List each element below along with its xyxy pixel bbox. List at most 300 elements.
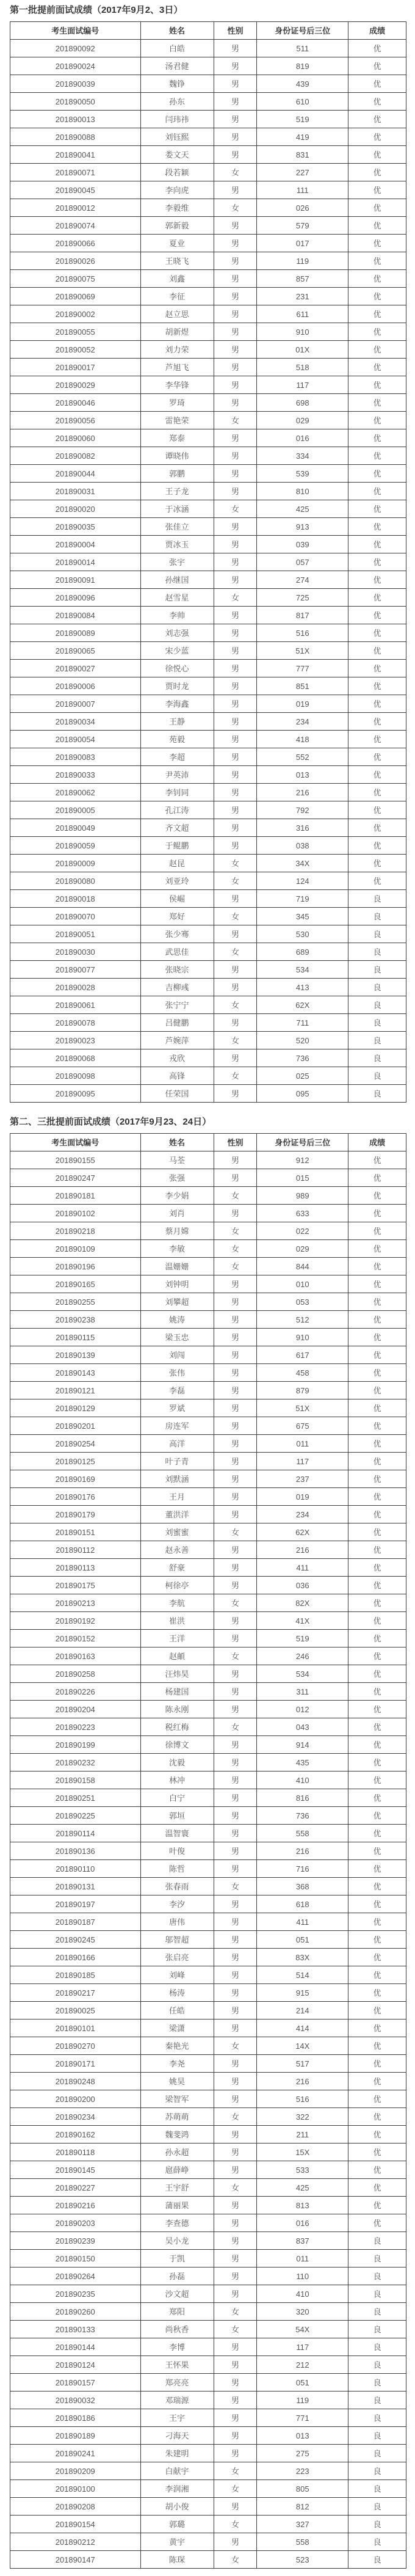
table-row	[10, 2321, 406, 2338]
table-row	[10, 1825, 406, 1842]
table-row	[10, 1966, 406, 1984]
cell: 男	[214, 181, 257, 199]
cell: 男	[214, 819, 257, 837]
table-row	[10, 1049, 406, 1067]
cell: 558	[257, 1825, 348, 1842]
cell: 良	[348, 2374, 406, 2392]
cell: 李毅维	[140, 199, 214, 217]
cell: 男	[214, 1683, 257, 1701]
cell: 孙东	[140, 93, 214, 111]
cell: 优	[348, 1736, 406, 1754]
table-row	[10, 1789, 406, 1807]
cell: 优	[348, 1683, 406, 1701]
cell: 男	[214, 748, 257, 766]
cell: 201890041	[10, 146, 141, 164]
table-row	[10, 1417, 406, 1435]
cell: 810	[257, 483, 348, 500]
cell: 男	[214, 1014, 257, 1032]
cell: 女	[214, 1594, 257, 1612]
cell: 女	[214, 996, 257, 1014]
cell: 优	[348, 359, 406, 376]
cell: 优	[348, 784, 406, 801]
column-header: 性别	[214, 22, 257, 40]
table-row	[10, 1523, 406, 1541]
cell: 优	[348, 465, 406, 483]
cell: 优	[348, 1470, 406, 1488]
cell: 男	[214, 323, 257, 341]
cell: 吉柳彧	[140, 979, 214, 996]
cell: 男	[214, 1049, 257, 1067]
cell: 83X	[257, 1949, 348, 1966]
cell: 201890027	[10, 660, 141, 677]
cell: 张春雨	[140, 1878, 214, 1896]
cell: 税红梅	[140, 1718, 214, 1736]
cell: 201890055	[10, 323, 141, 341]
cell: 男	[214, 1701, 257, 1718]
cell: 231	[257, 288, 348, 305]
cell: 女	[214, 500, 257, 518]
batch1-title: 第一批提前面试成绩（2017年9月2、3日）	[10, 5, 183, 15]
cell: 女	[214, 1523, 257, 1541]
column-header: 姓名	[140, 22, 214, 40]
cell: 高洋	[140, 1435, 214, 1453]
column-header: 姓名	[140, 1134, 214, 1151]
cell: 男	[214, 1949, 257, 1966]
cell: 201890080	[10, 872, 141, 890]
cell: 男	[214, 1293, 257, 1311]
cell: 优	[348, 2037, 406, 2055]
table-row	[10, 890, 406, 908]
cell: 男	[214, 801, 257, 819]
cell: 优	[348, 1896, 406, 1913]
cell: 良	[348, 943, 406, 961]
cell: 539	[257, 465, 348, 483]
cell: 男	[214, 536, 257, 553]
cell: 姚涛	[140, 1311, 214, 1329]
table-row	[10, 2303, 406, 2321]
column-header: 身份证号后三位	[257, 1134, 348, 1151]
table-row	[10, 801, 406, 819]
cell: 张少骞	[140, 925, 214, 943]
cell: 男	[214, 1085, 257, 1103]
cell: 201890061	[10, 996, 141, 1014]
cell: 男	[214, 1151, 257, 1169]
cell: 201890114	[10, 1825, 141, 1842]
cell: 男	[214, 1541, 257, 1559]
cell: 任荣国	[140, 1085, 214, 1103]
table-row	[10, 429, 406, 447]
cell: 优	[348, 1258, 406, 1275]
table-row	[10, 394, 406, 412]
cell: 女	[214, 2462, 257, 2480]
table-row	[10, 2232, 406, 2250]
table-row	[10, 2055, 406, 2073]
cell: 魏斐鸿	[140, 2126, 214, 2144]
table-row	[10, 1647, 406, 1665]
table-row	[10, 571, 406, 589]
cell: 110	[257, 2268, 348, 2285]
cell: 优	[348, 1346, 406, 1364]
cell: 优	[348, 1222, 406, 1240]
cell: 良	[348, 2498, 406, 2516]
table-row	[10, 2445, 406, 2462]
cell: 优	[348, 1913, 406, 1931]
table-row	[10, 2250, 406, 2268]
cell: 201890241	[10, 2445, 141, 2462]
cell: 201890217	[10, 1984, 141, 2002]
cell: 425	[257, 2179, 348, 2197]
cell: 320	[257, 2303, 348, 2321]
table-row	[10, 128, 406, 146]
cell: 刘蜜蜜	[140, 1523, 214, 1541]
cell: 201890004	[10, 536, 141, 553]
cell: 张伟	[140, 1364, 214, 1382]
cell: 优	[348, 2055, 406, 2073]
table-row	[10, 93, 406, 111]
cell: 男	[214, 766, 257, 784]
table-row	[10, 1683, 406, 1701]
cell: 优	[348, 1754, 406, 1771]
cell: 高锋	[140, 1067, 214, 1085]
table-row	[10, 1399, 406, 1417]
cell: 房连军	[140, 1417, 214, 1435]
cell: 徐博文	[140, 1736, 214, 1754]
cell: 刁海天	[140, 2427, 214, 2445]
cell: 优	[348, 801, 406, 819]
cell: 410	[257, 1771, 348, 1789]
cell: 533	[257, 2161, 348, 2179]
cell: 237	[257, 1470, 348, 1488]
cell: 男	[214, 359, 257, 376]
cell: 201890145	[10, 2161, 141, 2179]
cell: 201890062	[10, 784, 141, 801]
cell: 优	[348, 518, 406, 536]
table-row	[10, 2268, 406, 2285]
table-row	[10, 1860, 406, 1878]
cell: 优	[348, 571, 406, 589]
cell: 女	[214, 872, 257, 890]
cell: 郭垣	[140, 1807, 214, 1825]
table-row	[10, 1896, 406, 1913]
cell: 男	[214, 2144, 257, 2161]
cell: 优	[348, 376, 406, 394]
table-header	[10, 1134, 406, 1151]
cell: 201890187	[10, 1913, 141, 1931]
table-row	[10, 1612, 406, 1630]
cell: 201890074	[10, 217, 141, 235]
cell: 优	[348, 748, 406, 766]
cell: 016	[257, 2214, 348, 2232]
cell: 519	[257, 111, 348, 128]
cell: 林冲	[140, 1771, 214, 1789]
cell: 优	[348, 394, 406, 412]
cell: 苏萌萌	[140, 2108, 214, 2126]
cell: 于凯	[140, 2250, 214, 2268]
cell: 郑泰	[140, 429, 214, 447]
cell: 男	[214, 2161, 257, 2179]
cell: 优	[348, 1523, 406, 1541]
cell: 579	[257, 217, 348, 235]
cell: 201890084	[10, 607, 141, 624]
cell: 优	[348, 1630, 406, 1647]
cell: 优	[348, 660, 406, 677]
cell: 男	[214, 1311, 257, 1329]
cell: 201890031	[10, 483, 141, 500]
cell: 246	[257, 1647, 348, 1665]
cell: 男	[214, 2409, 257, 2427]
cell: 郑阳	[140, 2303, 214, 2321]
cell: 男	[214, 1346, 257, 1364]
cell: 优	[348, 1541, 406, 1559]
cell: 201890028	[10, 979, 141, 996]
cell: 777	[257, 660, 348, 677]
table-row	[10, 252, 406, 270]
cell: 201890082	[10, 447, 141, 465]
table-row	[10, 2002, 406, 2020]
cell: 张宁宁	[140, 996, 214, 1014]
cell: 李敏	[140, 1240, 214, 1258]
cell: 女	[214, 164, 257, 181]
cell: 良	[348, 996, 406, 1014]
cell: 优	[348, 1399, 406, 1417]
cell: 201890208	[10, 2498, 141, 2516]
cell: 201890239	[10, 2232, 141, 2250]
cell: 201890254	[10, 1435, 141, 1453]
cell: 201890248	[10, 2073, 141, 2090]
cell: 201890096	[10, 589, 141, 607]
cell: 优	[348, 695, 406, 713]
cell: 201890204	[10, 1701, 141, 1718]
cell: 优	[348, 607, 406, 624]
cell: 816	[257, 1789, 348, 1807]
cell: 514	[257, 1966, 348, 1984]
cell: 男	[214, 465, 257, 483]
cell: 男	[214, 2338, 257, 2356]
cell: 崔洪	[140, 1612, 214, 1630]
cell: 优	[348, 1453, 406, 1470]
cell: 201890139	[10, 1346, 141, 1364]
cell: 216	[257, 1541, 348, 1559]
cell: 优	[348, 1825, 406, 1842]
cell: 117	[257, 376, 348, 394]
cell: 552	[257, 748, 348, 766]
cell: 优	[348, 1577, 406, 1594]
cell: 优	[348, 1293, 406, 1311]
cell: 朱建明	[140, 2445, 214, 2462]
table-row	[10, 2551, 406, 2569]
cell: 201890006	[10, 677, 141, 695]
cell: 201890176	[10, 1488, 141, 1506]
cell: 男	[214, 128, 257, 146]
table-row	[10, 2179, 406, 2197]
cell: 李汐	[140, 1896, 214, 1913]
cell: 男	[214, 1842, 257, 1860]
cell: 秦艳光	[140, 2037, 214, 2055]
cell: 良	[348, 2356, 406, 2374]
cell: 212	[257, 2356, 348, 2374]
cell: 贾时龙	[140, 677, 214, 695]
cell: 男	[214, 2533, 257, 2551]
table-row	[10, 75, 406, 93]
table-row	[10, 979, 406, 996]
cell: 优	[348, 1807, 406, 1825]
cell: 517	[257, 2055, 348, 2073]
cell: 叶俊	[140, 1842, 214, 1860]
cell: 女	[214, 1222, 257, 1240]
cell: 男	[214, 1453, 257, 1470]
cell: 男	[214, 2268, 257, 2285]
table-row	[10, 766, 406, 784]
cell: 良	[348, 2303, 406, 2321]
cell: 201890033	[10, 766, 141, 784]
cell: 马荃	[140, 1151, 214, 1169]
table-row	[10, 2197, 406, 2214]
cell: 优	[348, 217, 406, 235]
cell: 201890039	[10, 75, 141, 93]
table-row	[10, 996, 406, 1014]
cell: 201890245	[10, 1931, 141, 1949]
table-row	[10, 1085, 406, 1103]
cell: 良	[348, 1049, 406, 1067]
cell: 038	[257, 837, 348, 855]
cell: 316	[257, 819, 348, 837]
table-row	[10, 2285, 406, 2303]
cell: 戎欣	[140, 1049, 214, 1067]
table-row	[10, 624, 406, 642]
table-row	[10, 1984, 406, 2002]
cell: 419	[257, 128, 348, 146]
cell: 819	[257, 57, 348, 75]
cell: 李超	[140, 748, 214, 766]
cell: 贾冰玉	[140, 536, 214, 553]
cell: 任皓	[140, 2002, 214, 2020]
cell: 李华锋	[140, 376, 214, 394]
cell: 817	[257, 607, 348, 624]
cell: 558	[257, 2533, 348, 2551]
cell: 女	[214, 2303, 257, 2321]
table-row	[10, 270, 406, 288]
cell: 201890158	[10, 1771, 141, 1789]
cell: 201890113	[10, 1559, 141, 1577]
cell: 201890251	[10, 1789, 141, 1807]
cell: 优	[348, 1187, 406, 1205]
cell: 刘峰	[140, 1966, 214, 1984]
cell: 201890013	[10, 111, 141, 128]
cell: 柯徐亭	[140, 1577, 214, 1594]
cell: 男	[214, 1364, 257, 1382]
table-row	[10, 943, 406, 961]
cell: 优	[348, 128, 406, 146]
cell: 谭晓伟	[140, 447, 214, 465]
cell: 男	[214, 1577, 257, 1594]
cell: 女	[214, 2551, 257, 2569]
cell: 716	[257, 1860, 348, 1878]
cell: 051	[257, 2374, 348, 2392]
table-row	[10, 1594, 406, 1612]
cell: 男	[214, 1630, 257, 1647]
cell: 沈毅	[140, 1754, 214, 1771]
cell: 201890007	[10, 695, 141, 713]
cell: 男	[214, 695, 257, 713]
cell: 女	[214, 199, 257, 217]
cell: 杨建国	[140, 1683, 214, 1701]
cell: 女	[214, 1240, 257, 1258]
cell: 优	[348, 624, 406, 642]
cell: 男	[214, 288, 257, 305]
cell: 王晓飞	[140, 252, 214, 270]
cell: 良	[348, 2268, 406, 2285]
cell: 201890218	[10, 1222, 141, 1240]
cell: 989	[257, 1187, 348, 1205]
cell: 舒豪	[140, 1559, 214, 1577]
cell: 201890032	[10, 2392, 141, 2409]
cell: 201890169	[10, 1470, 141, 1488]
cell: 邬智超	[140, 1931, 214, 1949]
cell: 优	[348, 2073, 406, 2090]
cell: 201890068	[10, 1049, 141, 1067]
table-row	[10, 1931, 406, 1949]
table-row	[10, 2108, 406, 2126]
cell: 14X	[257, 2037, 348, 2055]
cell: 李磊	[140, 1382, 214, 1399]
cell: 201890212	[10, 2533, 141, 2551]
cell: 男	[214, 429, 257, 447]
table-row	[10, 1665, 406, 1683]
cell: 男	[214, 925, 257, 943]
cell: 201890066	[10, 235, 141, 252]
cell: 914	[257, 1736, 348, 1754]
cell: 武思佳	[140, 943, 214, 961]
cell: 刘力荣	[140, 341, 214, 359]
cell: 201890255	[10, 1293, 141, 1311]
cell: 男	[214, 483, 257, 500]
cell: 李查德	[140, 2214, 214, 2232]
cell: 良	[348, 925, 406, 943]
cell: 男	[214, 394, 257, 412]
cell: 男	[214, 146, 257, 164]
cell: 良	[348, 890, 406, 908]
cell: 345	[257, 908, 348, 925]
cell: 男	[214, 731, 257, 748]
cell: 赵昆	[140, 855, 214, 872]
cell: 男	[214, 890, 257, 908]
cell: 男	[214, 837, 257, 855]
cell: 851	[257, 677, 348, 695]
table-row	[10, 731, 406, 748]
cell: 优	[348, 1647, 406, 1665]
table-row	[10, 1630, 406, 1647]
cell: 芦婉萍	[140, 1032, 214, 1049]
cell: 201890110	[10, 1860, 141, 1878]
table-row	[10, 2427, 406, 2445]
cell: 男	[214, 1612, 257, 1630]
cell: 男	[214, 2020, 257, 2037]
cell: 男	[214, 624, 257, 642]
cell: 闫玮祎	[140, 111, 214, 128]
cell: 良	[348, 979, 406, 996]
cell: 优	[348, 1701, 406, 1718]
cell: 蔡月嫦	[140, 1222, 214, 1240]
cell: 优	[348, 837, 406, 855]
cell: 831	[257, 146, 348, 164]
table-row	[10, 1032, 406, 1049]
cell: 201890059	[10, 837, 141, 855]
cell: 039	[257, 536, 348, 553]
cell: 201890071	[10, 164, 141, 181]
cell: 201890162	[10, 2126, 141, 2144]
cell: 201890216	[10, 2197, 141, 2214]
table-row	[10, 1435, 406, 1453]
